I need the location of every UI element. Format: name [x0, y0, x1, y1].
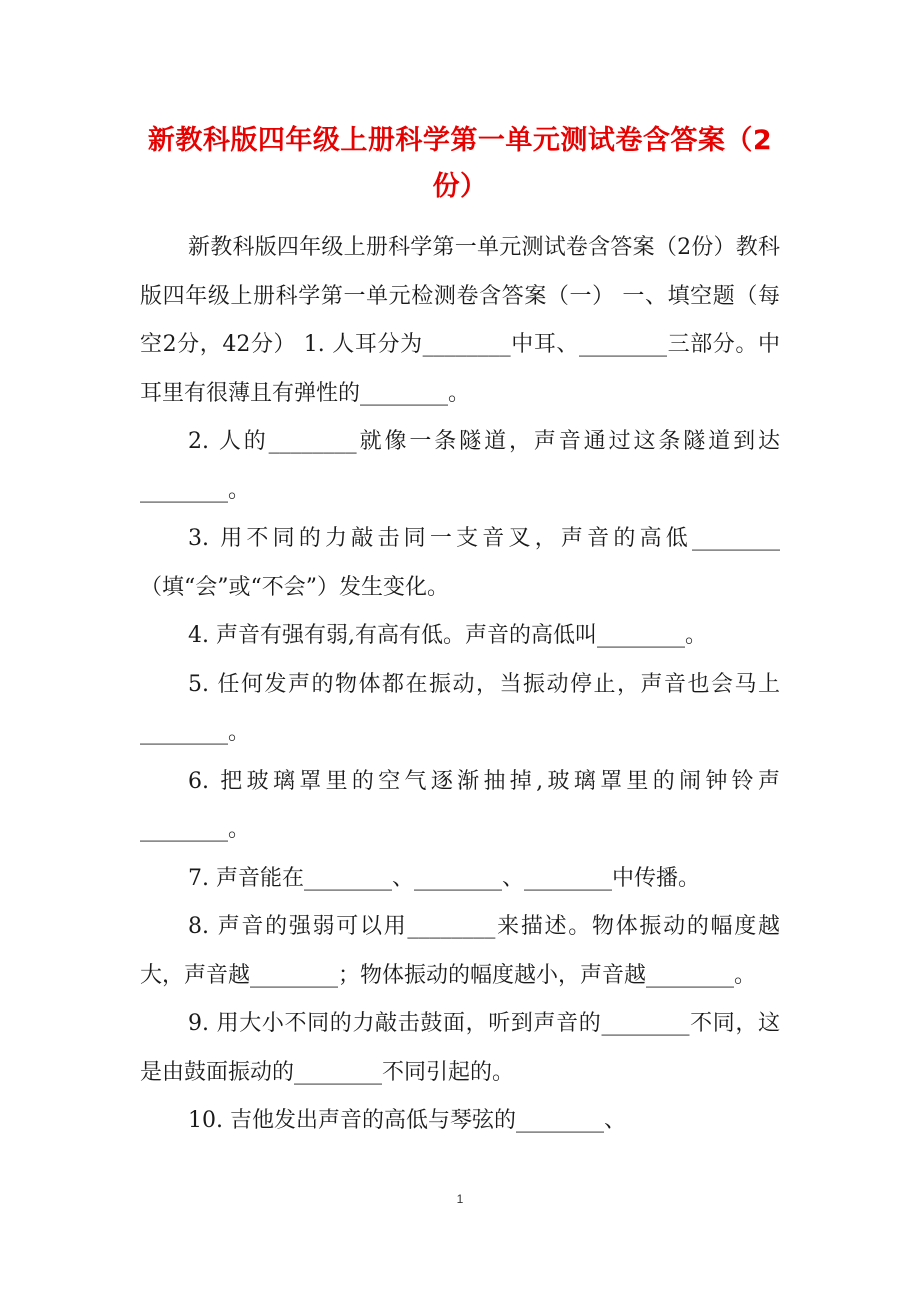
question-4: 4. 声音有强有弱,有高有低。声音的高低叫________。 — [188, 623, 707, 648]
question-7: 7. 声音能在________、________、________中传播。 — [188, 865, 700, 891]
question-3: 3. 用不同的力敲击同一支音叉，声音的高低________（填“会”或“不会”）发生变化。 — [140, 526, 780, 600]
question-10: 10. 吉他发出声音的高低与琴弦的________、 — [188, 1108, 626, 1133]
document-title: 新教科版四年级上册科学第一单元测试卷含答案（2份） — [147, 125, 773, 202]
paragraph-intro-question-1: 新教科版四年级上册科学第一单元测试卷含答案（2份）教科版四年级上册科学第一单元检测卷含答案（一） 一、填空题（每空2分，42分） 1. 人耳分为________中耳、________三部分。中耳里有很薄且有弹性的________。 — [140, 235, 780, 406]
question-9: 9. 用大小不同的力敲击鼓面，听到声音的________不同，这是由鼓面振动的________不同引起的。 — [140, 1011, 780, 1085]
question-5: 5. 任何发声的物体都在振动，当振动停止，声音也会马上________。 — [140, 671, 780, 745]
page-number: 1 — [456, 1192, 464, 1206]
question-2: 2. 人的________就像一条隧道，声音通过这条隧道到达________。 — [140, 429, 780, 503]
document-body — [140, 224, 780, 1146]
question-6: 6. 把玻璃罩里的空气逐渐抽掉,玻璃罩里的闹钟铃声________。 — [140, 768, 780, 842]
question-8: 8. 声音的强弱可以用________来描述。物体振动的幅度越大，声音越________；物体振动的幅度越小，声音越________。 — [140, 914, 780, 988]
